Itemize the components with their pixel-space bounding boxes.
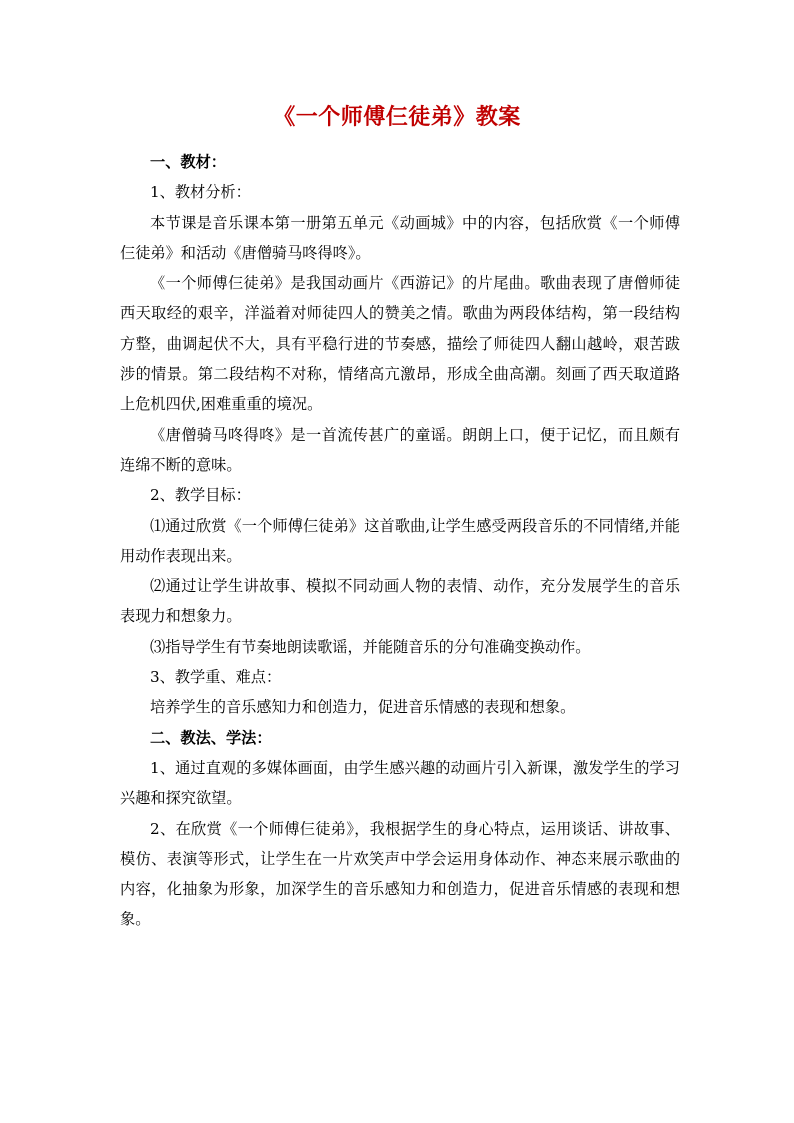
list-item: 2、在欣赏《一个师傅仨徒弟》，我根据学生的身心特点，运用谈话、讲故事、模仿、表演等形式，让学生在一片欢笑声中学会运用身体动作、神态来展示歌曲的内容，化抽象为形象，加深学生的音乐感知力和创造力，促进音乐情感的表现和想象。 [120, 819, 680, 929]
list-item: 1、通过直观的多媒体画面，由学生感兴趣的动画片引入新课，激发学生的学习兴趣和探究欲望。 [120, 758, 680, 808]
document-body [120, 147, 680, 935]
section-heading: 二、教法、学法： [150, 728, 272, 747]
body-paragraph: 培养学生的音乐感知力和创造力，促进音乐情感的表现和想象。 [150, 698, 576, 717]
body-paragraph: 《唐僧骑马咚得咚》是一首流传甚广的童谣。朗朗上口，便于记忆，而且颇有连绵不断的意味。 [120, 425, 680, 474]
list-item: ⑶指导学生有节奏地朗读歌谣，并能随音乐的分句准确变换动作。 [150, 637, 591, 656]
body-paragraph: 《一个师傅仨徒弟》是我国动画片《西游记》的片尾曲。歌曲表现了唐僧师徒西天取经的艰辛，洋溢着对师徒四人的赞美之情。歌曲为两段体结构，第一段结构方整，曲调起伏不大，具有平稳行进的节奏感，描绘了师徒四人翻山越岭，艰苦跋涉的情景。第二段结构不对称，情绪高亢激昂，形成全曲高潮。刻画了西天取道路上危机四伏,困难重重的境况。 [120, 274, 680, 414]
subsection-heading: 1、教材分析： [150, 183, 251, 202]
list-item: ⑵通过让学生讲故事、模拟不同动画人物的表情、动作，充分发展学生的音乐表现力和想象力。 [120, 577, 680, 626]
body-paragraph: 本节课是音乐课本第一册第五单元《动画城》中的内容，包括欣赏《一个师傅仨徒弟》和活动《唐僧骑马咚得咚》。 [120, 213, 680, 262]
subsection-heading: 2、教学目标： [150, 486, 251, 505]
document-title: 《一个师傅仨徒弟》教案 [273, 104, 521, 130]
list-item: ⑴通过欣赏《一个师傅仨徒弟》这首歌曲,让学生感受两段音乐的不同情绪,并能用动作表现出来。 [120, 516, 680, 565]
subsection-heading: 3、教学重、难点： [150, 668, 282, 687]
section-heading: 一、教材： [150, 153, 226, 171]
